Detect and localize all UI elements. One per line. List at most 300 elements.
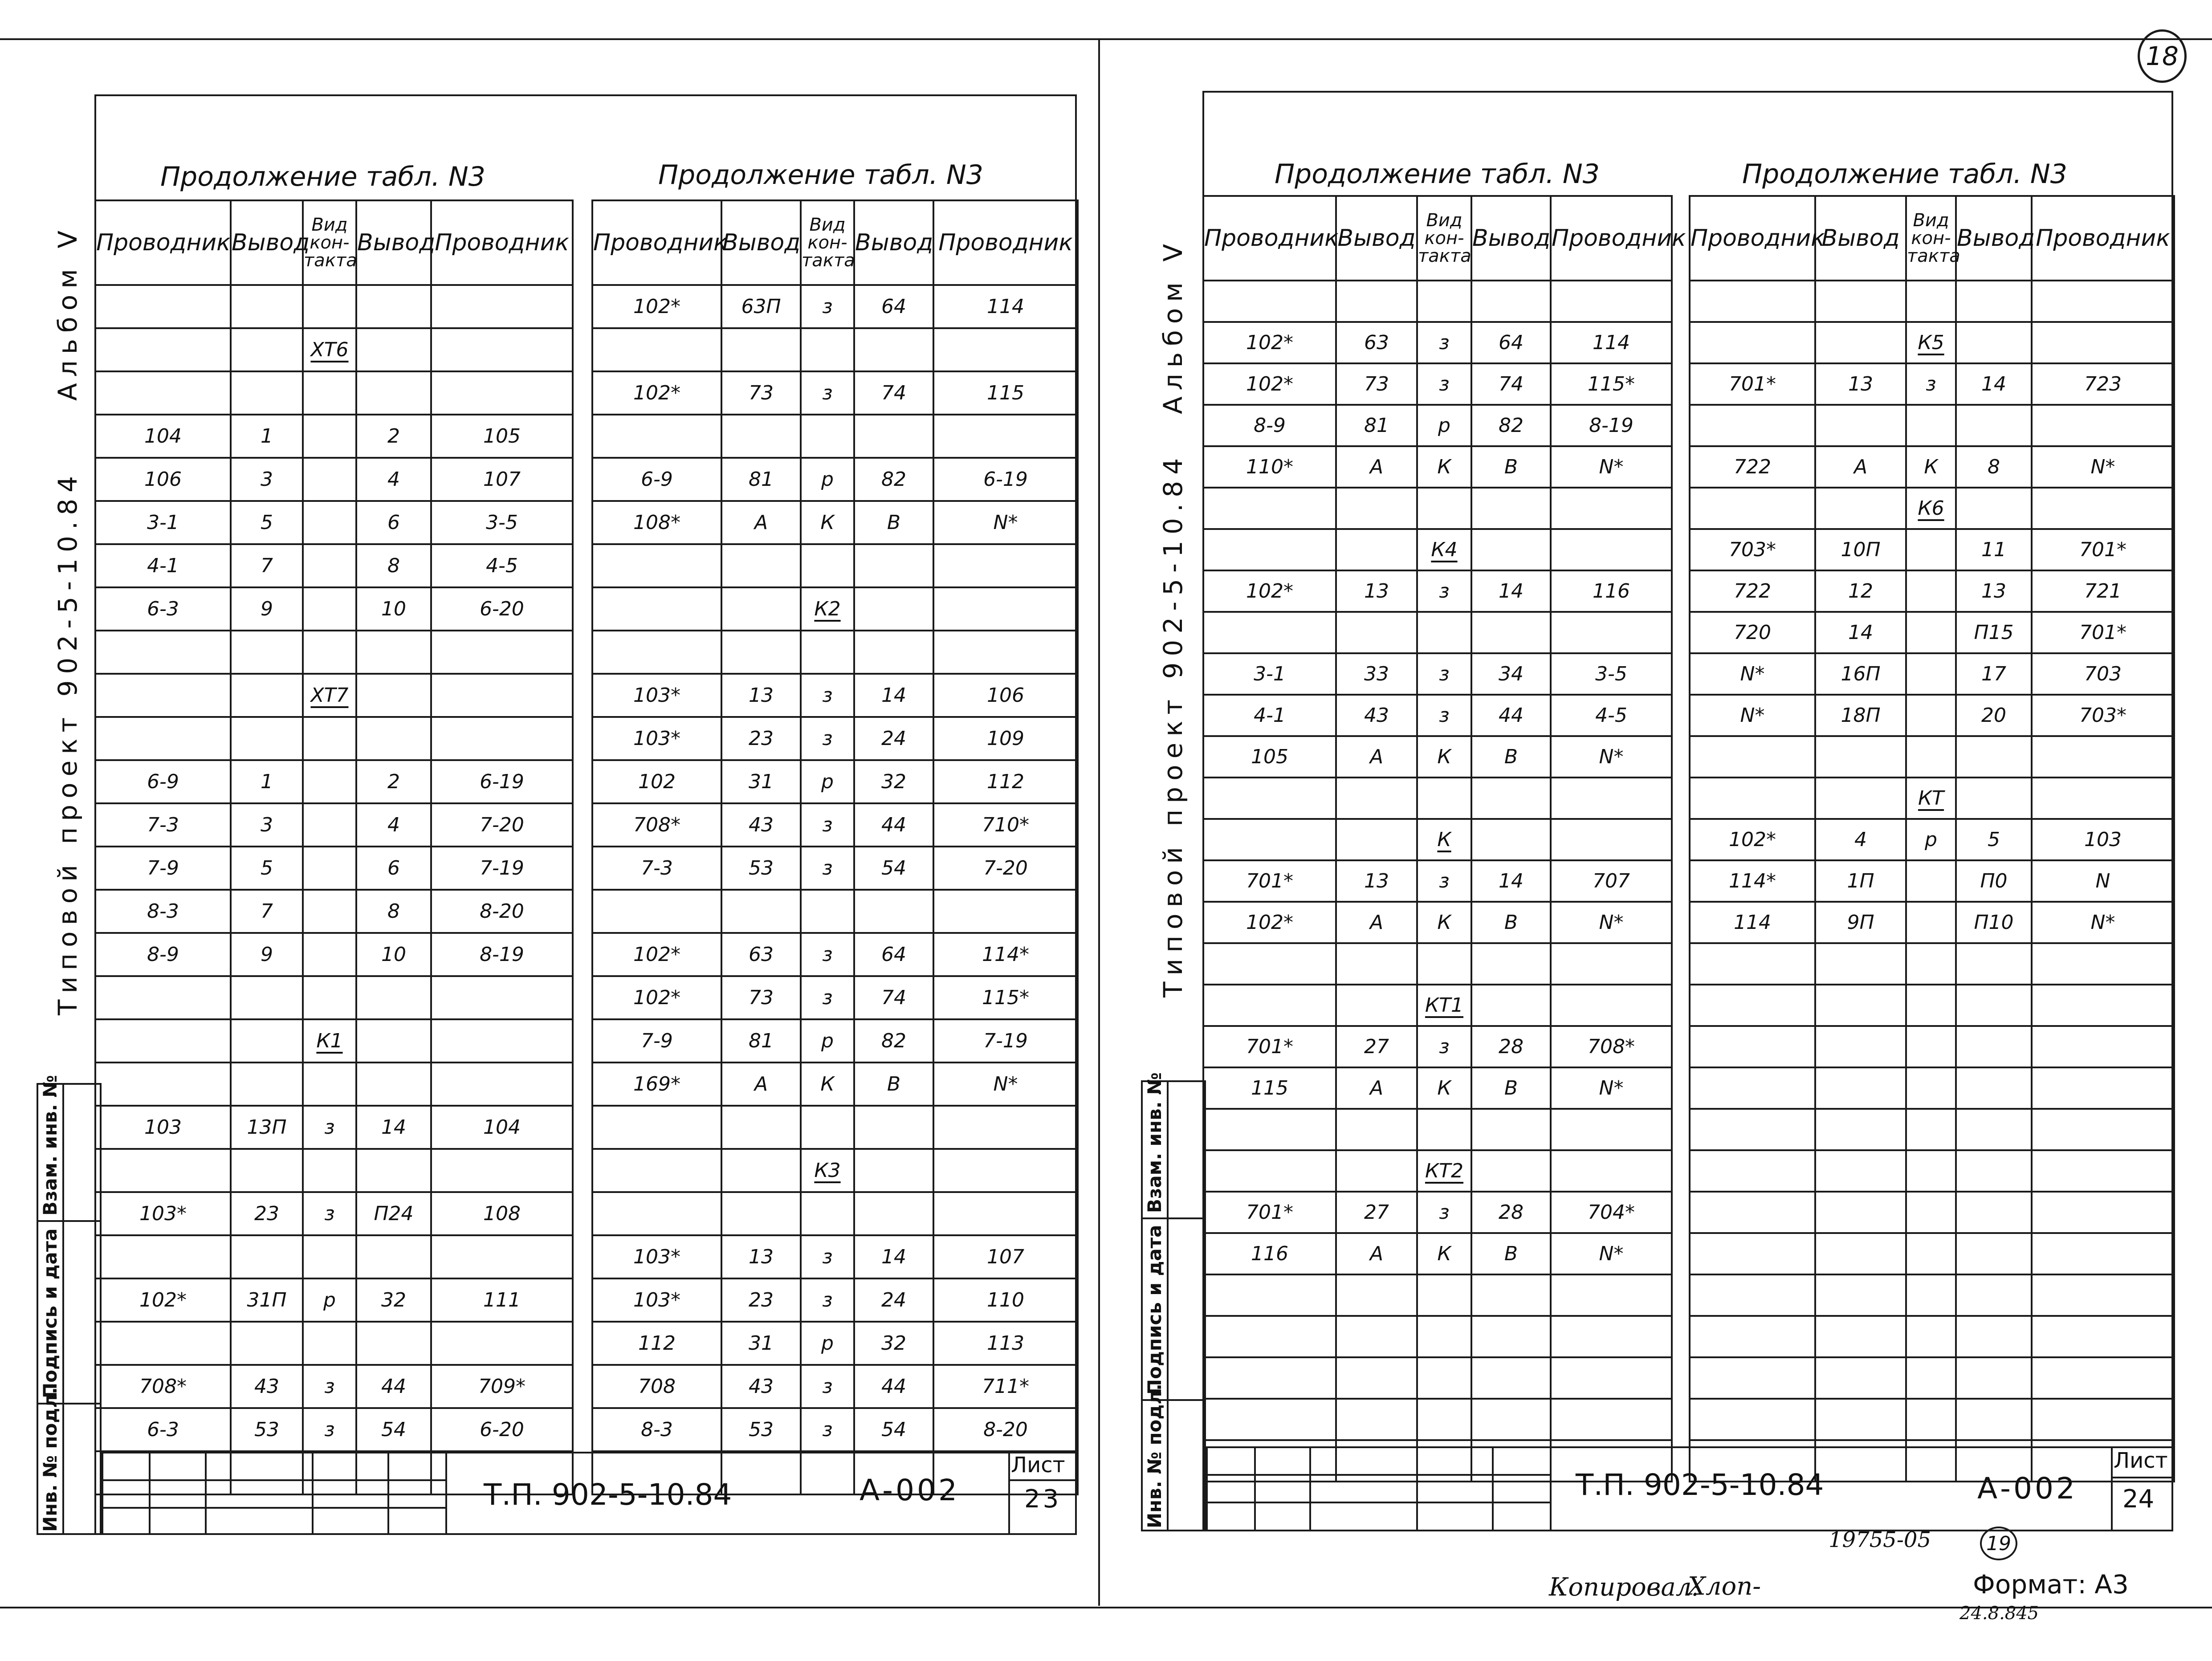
table-cell [933,890,1078,933]
table-row [95,803,573,847]
table-cell: 6-20 [431,587,573,631]
table-cell: 43 [1336,695,1417,736]
table-cell [1471,1357,1551,1399]
table-cell [1815,778,1906,819]
table-cell [1956,322,2032,363]
left-tb-v4 [387,1452,389,1535]
header-vyvod: Вывод [1336,196,1417,281]
table-cell: 9 [231,587,303,631]
table-cell: 32 [854,760,933,803]
table-cell: 102* [1203,570,1336,612]
table-cell: 64 [1471,322,1551,363]
header-vid-line: такта [304,250,357,271]
table-row [1690,1233,2174,1274]
bottom-trim-line [0,1607,2212,1608]
table-cell [1690,1357,1815,1399]
table-cell: 13 [1336,860,1417,902]
table-cell: 3 [231,458,303,501]
table-cell: 6-19 [431,760,573,803]
table-cell: 9П [1815,902,1906,943]
table-cell: 14 [356,1106,431,1149]
table-cell [356,1149,431,1192]
table-cell: 8-3 [95,890,231,933]
table-cell: К6 [1906,488,1956,529]
table-row [95,976,573,1019]
table-cell [1471,778,1551,819]
table-cell: 722 [1690,570,1815,612]
table-cell [1906,1399,1956,1440]
table-cell [854,587,933,631]
table-cell [356,371,431,415]
left-stamp-podpis: Подпись и дата [39,1228,61,1398]
table-cell: 7-3 [95,803,231,847]
table-cell: 102* [95,1278,231,1322]
table-row [95,717,573,760]
table-cell [1956,1316,2032,1357]
table-cell [721,631,801,674]
table-cell [95,1063,231,1106]
table-cell [1906,860,1956,902]
table-cell: 43 [721,1365,801,1408]
table-row [95,544,573,587]
table-cell [431,328,573,371]
table-cell: з [1417,860,1471,902]
table-cell: 7-19 [933,1019,1078,1063]
table-row [95,1149,573,1192]
table-cell: 707 [1551,860,1672,902]
sheet-number-circle [2138,29,2187,83]
table-cell: 6 [356,847,431,890]
header-provodnik: Проводник [1203,196,1336,281]
right-doc-code: Т.П. 902-5-10.84 [1576,1468,1824,1502]
copied-label: Копировал: [1549,1573,1700,1602]
table-cell [1203,488,1336,529]
table-cell [1690,736,1815,778]
table-cell: 28 [1471,1192,1551,1233]
table-cell [1906,985,1956,1026]
table-cell: р [801,760,854,803]
table-cell: з [801,1408,854,1451]
table-cell [1551,1109,1672,1150]
table-cell [95,371,231,415]
table-cell: з [801,1365,854,1408]
right-table1-title: Продолжение табл. N3 [1275,159,1600,190]
table-cell: р [1906,819,1956,860]
table-cell [1417,1316,1471,1357]
table-cell: з [801,933,854,976]
table-cell [933,1192,1078,1235]
table-cell: 27 [1336,1192,1417,1233]
table-cell [1690,1192,1815,1233]
table-cell [1815,736,1906,778]
left-tb-v1 [149,1452,151,1535]
table-cell: 13 [1336,570,1417,612]
table-cell [592,544,721,587]
table-cell: 44 [356,1365,431,1408]
table-cell: 44 [1471,695,1551,736]
table-row [1203,819,1672,860]
table-cell: А [1336,736,1417,778]
table-cell: 33 [1336,653,1417,695]
sheet-divider [1098,38,1100,1606]
table-cell: К5 [1906,322,1956,363]
table-cell [1417,1109,1471,1150]
table-row [1203,1316,1672,1357]
table-cell: N [2032,860,2174,902]
table-row [95,587,573,631]
table-cell: 708* [592,803,721,847]
table-cell: 4-1 [95,544,231,587]
table-cell [1956,1150,2032,1192]
table-cell [1815,1192,1906,1233]
table-cell [801,631,854,674]
table-row [1690,1067,2174,1109]
table-cell: 169* [592,1063,721,1106]
table-row [1690,1274,2174,1316]
table-cell: 3-5 [1551,653,1672,695]
table-cell: 54 [854,847,933,890]
table-cell: 116 [1551,570,1672,612]
right-table-1 [1202,195,1686,1482]
table-cell [431,976,573,1019]
table-cell: р [801,1322,854,1365]
table-cell [721,1149,801,1192]
table-cell: 82 [1471,405,1551,446]
table-cell [2032,1192,2174,1233]
table-cell: 8-3 [592,1408,721,1451]
table-cell: з [1417,363,1471,405]
table-cell [1956,1192,2032,1233]
right-project-label: Типовой проект 902-5-10.84 [1158,452,1188,997]
table-row [1690,653,2174,695]
table-cell: N* [1551,1233,1672,1274]
table-cell: 1 [231,415,303,458]
table-cell: 13 [1815,363,1906,405]
table-row [592,890,1078,933]
table-cell: В [1471,902,1551,943]
table-row [1203,1109,1672,1150]
table-cell [1906,1067,1956,1109]
left-tb-v6 [1008,1452,1010,1535]
table-cell [933,1106,1078,1149]
table-cell [592,328,721,371]
header-vid-line: кон- [310,232,350,253]
table-row [1203,1026,1672,1067]
table-cell [801,1106,854,1149]
table-cell [1815,1357,1906,1399]
table-cell [1336,1150,1417,1192]
table-cell [1690,1150,1815,1192]
table-cell: А [1336,1067,1417,1109]
left-side-stamp-divider-1 [37,1220,102,1222]
table-cell [1906,1109,1956,1150]
table-cell [1417,1399,1471,1440]
right-tb-v3 [1416,1446,1418,1531]
table-row [592,415,1078,458]
header-vyvod: Вывод [721,200,801,285]
table-row [95,933,573,976]
header-provodnik: Проводник [2032,196,2174,281]
right-stamp-podpis: Подпись и дата [1144,1225,1165,1395]
table-cell [303,1322,356,1365]
table-cell: В [1471,1067,1551,1109]
table-cell [1551,1274,1672,1316]
table-cell: 14 [1471,860,1551,902]
table-cell: р [1417,405,1471,446]
table-cell: К1 [303,1019,356,1063]
table-cell: 10П [1815,529,1906,570]
table-row [95,1235,573,1278]
table-cell: 2 [356,760,431,803]
table-cell [1690,1274,1815,1316]
table-cell: 701* [1203,860,1336,902]
table-row [95,1106,573,1149]
table-cell: 1 [231,760,303,803]
left-tb-h2 [102,1507,447,1509]
table-cell: 4-1 [1203,695,1336,736]
table-cell [1336,778,1417,819]
table-cell [1815,1150,1906,1192]
table-cell: 82 [854,1019,933,1063]
left-table2-title: Продолжение табл. N3 [658,159,983,191]
table-cell: 111 [431,1278,573,1322]
table-cell: 701* [2032,612,2174,653]
table-cell [231,1149,303,1192]
table-cell [1906,612,1956,653]
table-cell [303,501,356,544]
table-cell [1815,1109,1906,1150]
table-cell [1956,1399,2032,1440]
table-cell: 723 [2032,363,2174,405]
table-row [1203,363,1672,405]
table-cell [1551,819,1672,860]
table-cell [1690,1026,1815,1067]
top-trim-line [0,38,2212,40]
table-cell [854,631,933,674]
right-tb-h2 [1206,1502,1552,1503]
table-cell [303,285,356,328]
table-cell [1690,405,1815,446]
table-cell [933,1149,1078,1192]
table-row [1203,943,1672,985]
table-cell: 703* [2032,695,2174,736]
table-cell [1690,1067,1815,1109]
table-row [592,674,1078,717]
table-cell [95,674,231,717]
table-cell [1551,529,1672,570]
table-cell [1956,1067,2032,1109]
table-cell [2032,488,2174,529]
table-cell [1690,1109,1815,1150]
table-cell: 102* [1203,363,1336,405]
table-cell: з [801,717,854,760]
table-cell: з [303,1365,356,1408]
table-cell [1690,943,1815,985]
table-cell: 102* [1690,819,1815,860]
table-cell [231,1322,303,1365]
table-cell [2032,405,2174,446]
table-cell [1336,819,1417,860]
table-row [592,1322,1078,1365]
table-row [95,1322,573,1365]
table-cell [431,371,573,415]
table-cell [303,847,356,890]
table-cell: з [801,1278,854,1322]
table-row [95,328,573,371]
table-cell [303,1149,356,1192]
table-cell: 4 [1815,819,1906,860]
sheet-number: 18 [2146,41,2179,71]
table-row [592,501,1078,544]
table-cell: КТ2 [1417,1150,1471,1192]
table-cell [933,328,1078,371]
table-row [1203,1274,1672,1316]
table-cell: 710* [933,803,1078,847]
table-row [1690,860,2174,902]
table-cell: 31 [721,760,801,803]
table-row [1690,1026,2174,1067]
right-table2-title: Продолжение табл. N3 [1742,159,2067,190]
table-row [1690,570,2174,612]
table-cell: 3-1 [95,501,231,544]
table-cell: П10 [1956,902,2032,943]
table-cell [1906,1274,1956,1316]
table-cell [721,1106,801,1149]
table-cell [721,890,801,933]
table-cell: К2 [801,587,854,631]
table-cell [95,285,231,328]
table-row [592,285,1078,328]
header-vyvod: Вывод [231,200,303,285]
table-cell [1336,985,1417,1026]
table-cell: 701* [1203,1026,1336,1067]
table-cell: 6-3 [95,587,231,631]
table-row [1690,778,2174,819]
table-row [1690,446,2174,488]
table-cell: 102* [1203,322,1336,363]
table-cell: 103* [592,717,721,760]
table-cell [2032,1357,2174,1399]
table-cell: 14 [854,674,933,717]
table-cell: 54 [356,1408,431,1451]
table-cell: КТ [1906,778,1956,819]
right-side-stamp-divider-1 [1141,1217,1206,1219]
table-cell [2032,943,2174,985]
table-cell [1417,943,1471,985]
table-cell [1203,1357,1336,1399]
table-row [592,1278,1078,1322]
table-cell [1690,1399,1815,1440]
table-cell [1336,1109,1417,1150]
table-cell: 5 [1956,819,2032,860]
table-cell [431,1019,573,1063]
table-cell [854,544,933,587]
left-tb-v3 [312,1452,314,1535]
header-vid-line: такта [1418,246,1471,266]
table-cell [1815,281,1906,322]
table-row [1690,695,2174,736]
table-cell [1203,1109,1336,1150]
table-cell [854,1149,933,1192]
table-cell: 106 [95,458,231,501]
table-cell [1336,1399,1417,1440]
table-cell: 103 [95,1106,231,1149]
table-cell: 107 [933,1235,1078,1278]
table-cell: N* [2032,446,2174,488]
header-vyvod: Вывод [1815,196,1906,281]
table-cell [1551,1357,1672,1399]
table-cell: 3-5 [431,501,573,544]
table-cell: А [721,1063,801,1106]
table-cell: 107 [431,458,573,501]
table-cell: 81 [721,1019,801,1063]
table-cell: ХТ7 [303,674,356,717]
table-cell [1690,1316,1815,1357]
table-cell [1956,1109,2032,1150]
table-cell: 701* [1690,363,1815,405]
table-cell: 10 [356,933,431,976]
table-row [1690,819,2174,860]
table-cell: 74 [854,371,933,415]
table-row [1690,405,2174,446]
table-cell: з [303,1106,356,1149]
table-cell: з [1417,1192,1471,1233]
table-cell: 7-9 [592,1019,721,1063]
table-cell: 27 [1336,1026,1417,1067]
table-row [1203,446,1672,488]
table-cell [1956,405,2032,446]
table-cell: 23 [721,717,801,760]
table-cell: 8-19 [1551,405,1672,446]
table-cell [1690,281,1815,322]
table-cell [1336,488,1417,529]
table-cell: з [1417,322,1471,363]
table-cell: з [1417,653,1471,695]
table-cell: 116 [1203,1233,1336,1274]
table-row [1690,736,2174,778]
table-cell: 73 [721,976,801,1019]
table-row [95,371,573,415]
table-cell: 81 [1336,405,1417,446]
table-row [95,458,573,501]
table-cell: 8-20 [431,890,573,933]
table-cell [231,371,303,415]
table-cell [592,415,721,458]
table-cell: 14 [854,1235,933,1278]
table-row [592,1019,1078,1063]
table-row [1203,1192,1672,1233]
table-cell: А [1336,902,1417,943]
table-cell: з [801,285,854,328]
table-cell [1815,943,1906,985]
table-cell: 709* [431,1365,573,1408]
table-row [1690,529,2174,570]
table-row [1203,985,1672,1026]
right-tb-v4 [1492,1446,1494,1531]
table-row [1203,778,1672,819]
table-cell [1956,281,2032,322]
table-cell [592,1149,721,1192]
table-cell [1815,488,1906,529]
table-cell [1906,695,1956,736]
table-cell: 10 [356,587,431,631]
table-cell [431,1149,573,1192]
table-cell [933,544,1078,587]
table-cell: 13 [1956,570,2032,612]
table-cell [1551,778,1672,819]
table-cell [1417,488,1471,529]
table-cell: 8 [356,544,431,587]
